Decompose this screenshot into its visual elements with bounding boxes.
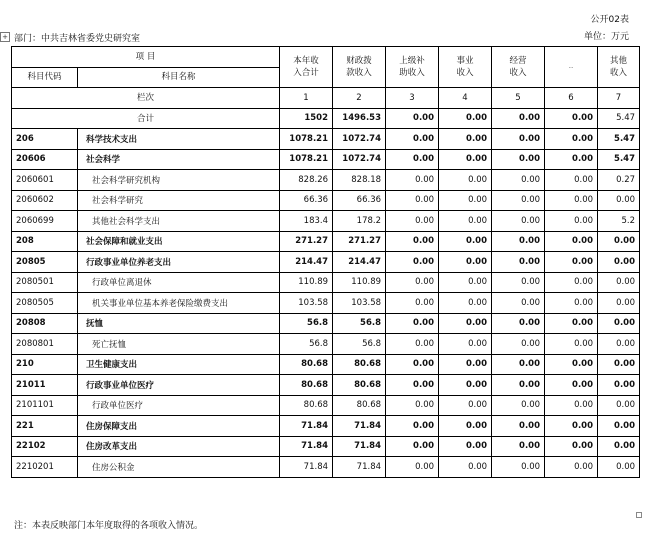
amount-cell: 0.00 [439, 149, 492, 170]
amount-cell: 56.8 [280, 313, 333, 334]
form-number: 公开02表 [590, 15, 629, 25]
amount-cell: 0.00 [492, 149, 545, 170]
amount-cell: 828.26 [280, 170, 333, 191]
amount-cell: 5.47 [598, 149, 640, 170]
amount-cell: 0.00 [439, 252, 492, 273]
header-item: 项 目 [12, 47, 280, 68]
amount-cell: 0.00 [492, 108, 545, 129]
amount-cell: 110.89 [280, 272, 333, 293]
amount-cell: 0.00 [386, 129, 439, 150]
subject-code: 20606 [12, 149, 78, 170]
subject-name: 社会科学研究机构 [78, 170, 280, 191]
amount-cell: 0.27 [598, 170, 640, 191]
amount-cell: 0.00 [386, 190, 439, 211]
amount-cell: 103.58 [333, 293, 386, 314]
amount-cell: 1072.74 [333, 129, 386, 150]
amount-cell: 5.2 [598, 211, 640, 232]
amount-cell: 0.00 [545, 272, 598, 293]
header-col-5: 经营 收入 [492, 47, 545, 88]
amount-cell: 0.00 [492, 252, 545, 273]
amount-cell: 0.00 [492, 293, 545, 314]
subject-name: 行政单位离退休 [78, 272, 280, 293]
amount-cell: 0.00 [492, 231, 545, 252]
amount-cell: 0.00 [439, 190, 492, 211]
subject-code: 2080505 [12, 293, 78, 314]
amount-cell: 828.18 [333, 170, 386, 191]
amount-cell: 80.68 [333, 375, 386, 396]
amount-cell: 0.00 [545, 375, 598, 396]
amount-cell: 0.00 [492, 334, 545, 355]
table-move-handle-icon[interactable]: + [0, 32, 10, 42]
amount-cell: 271.27 [333, 231, 386, 252]
amount-cell: 0.00 [545, 211, 598, 232]
amount-cell: 183.4 [280, 211, 333, 232]
subject-name: 住房公积金 [78, 457, 280, 478]
column-index-num: 6 [545, 88, 598, 109]
amount-cell: 0.00 [598, 334, 640, 355]
amount-cell: 71.84 [280, 457, 333, 478]
amount-cell: 0.00 [492, 129, 545, 150]
table-row [12, 334, 640, 355]
amount-cell: 1502 [280, 108, 333, 129]
amount-cell: 0.00 [439, 272, 492, 293]
header-row-top [12, 47, 640, 68]
header-col-3: 上级补 助收入 [386, 47, 439, 88]
table-row [12, 170, 640, 191]
subject-name: 社会科学 [78, 149, 280, 170]
amount-cell: 0.00 [386, 354, 439, 375]
amount-cell: 0.00 [386, 211, 439, 232]
subject-code: 208 [12, 231, 78, 252]
column-index-num: 7 [598, 88, 640, 109]
table-resize-handle[interactable] [636, 512, 642, 518]
subject-code: 21011 [12, 375, 78, 396]
amount-cell: 0.00 [598, 375, 640, 396]
amount-cell: 0.00 [439, 416, 492, 437]
column-index-row [12, 88, 640, 109]
amount-cell: 0.00 [492, 354, 545, 375]
amount-cell: 214.47 [333, 252, 386, 273]
amount-cell: 5.47 [598, 108, 640, 129]
amount-cell: 0.00 [545, 436, 598, 457]
amount-cell: 0.00 [545, 190, 598, 211]
subject-code: 206 [12, 129, 78, 150]
header-name: 科目名称 [78, 67, 280, 88]
amount-cell: 80.68 [280, 375, 333, 396]
amount-cell: 0.00 [598, 395, 640, 416]
column-index-num: 2 [333, 88, 386, 109]
amount-cell: 0.00 [386, 149, 439, 170]
amount-cell: 56.8 [333, 313, 386, 334]
amount-cell: 80.68 [333, 354, 386, 375]
amount-cell: 178.2 [333, 211, 386, 232]
subject-code: 221 [12, 416, 78, 437]
amount-cell: 110.89 [333, 272, 386, 293]
amount-cell: 0.00 [439, 170, 492, 191]
subject-name: 死亡抚恤 [78, 334, 280, 355]
amount-cell: 0.00 [386, 108, 439, 129]
amount-cell: 0.00 [598, 252, 640, 273]
amount-cell: 0.00 [492, 272, 545, 293]
subject-name: 住房保障支出 [78, 416, 280, 437]
amount-cell: 0.00 [492, 457, 545, 478]
amount-cell: 0.00 [545, 129, 598, 150]
amount-cell: 0.00 [545, 293, 598, 314]
header-col-6: … [545, 47, 598, 88]
income-budget-table [11, 46, 640, 478]
table-row [12, 457, 640, 478]
amount-cell: 0.00 [492, 395, 545, 416]
amount-cell: 0.00 [598, 272, 640, 293]
amount-cell: 80.68 [280, 354, 333, 375]
amount-cell: 0.00 [545, 231, 598, 252]
amount-cell: 0.00 [598, 313, 640, 334]
table-row [12, 211, 640, 232]
subject-name: 抚恤 [78, 313, 280, 334]
table-row [12, 108, 640, 129]
subject-code: 210 [12, 354, 78, 375]
subject-name: 机关事业单位基本养老保险缴费支出 [78, 293, 280, 314]
amount-cell: 0.00 [598, 436, 640, 457]
amount-cell: 0.00 [545, 170, 598, 191]
amount-cell: 71.84 [280, 436, 333, 457]
subject-name: 科学技术支出 [78, 129, 280, 150]
subject-name: 行政事业单位医疗 [78, 375, 280, 396]
subject-name: 行政事业单位养老支出 [78, 252, 280, 273]
amount-cell: 0.00 [386, 457, 439, 478]
amount-cell: 0.00 [439, 129, 492, 150]
amount-cell: 0.00 [386, 170, 439, 191]
department-label: 部门：中共吉林省委党史研究室 [14, 34, 141, 44]
table-row [12, 129, 640, 150]
table-row [12, 252, 640, 273]
amount-cell: 0.00 [598, 231, 640, 252]
amount-cell: 0.00 [386, 395, 439, 416]
amount-cell: 0.00 [439, 313, 492, 334]
amount-cell: 1496.53 [333, 108, 386, 129]
subject-code: 2060602 [12, 190, 78, 211]
header-col-7: 其他 收入 [598, 47, 640, 88]
table-note: 注：本表反映部门本年度取得的各项收入情况。 [14, 521, 204, 531]
column-index-num: 1 [280, 88, 333, 109]
amount-cell: 0.00 [439, 211, 492, 232]
amount-cell: 71.84 [333, 436, 386, 457]
subject-code: 2210201 [12, 457, 78, 478]
amount-cell: 0.00 [545, 395, 598, 416]
amount-cell: 0.00 [545, 252, 598, 273]
amount-cell: 66.36 [333, 190, 386, 211]
amount-cell: 0.00 [598, 457, 640, 478]
header-col-2: 财政拨 款收入 [333, 47, 386, 88]
subject-code: 20805 [12, 252, 78, 273]
total-label: 合计 [12, 108, 280, 129]
amount-cell: 1078.21 [280, 149, 333, 170]
amount-cell: 0.00 [439, 108, 492, 129]
amount-cell: 0.00 [439, 354, 492, 375]
table-row [12, 354, 640, 375]
subject-name: 社会科学研究 [78, 190, 280, 211]
amount-cell: 0.00 [386, 334, 439, 355]
amount-cell: 0.00 [598, 354, 640, 375]
amount-cell: 0.00 [492, 313, 545, 334]
header-col-1: 本年收 入合计 [280, 47, 333, 88]
column-index-num: 3 [386, 88, 439, 109]
subject-code: 2060699 [12, 211, 78, 232]
amount-cell: 1078.21 [280, 129, 333, 150]
amount-cell: 0.00 [492, 436, 545, 457]
amount-cell: 71.84 [280, 416, 333, 437]
subject-name: 住房改革支出 [78, 436, 280, 457]
table-row [12, 231, 640, 252]
amount-cell: 0.00 [492, 211, 545, 232]
amount-cell: 271.27 [280, 231, 333, 252]
amount-cell: 80.68 [280, 395, 333, 416]
subject-code: 2080801 [12, 334, 78, 355]
amount-cell: 0.00 [492, 170, 545, 191]
amount-cell: 80.68 [333, 395, 386, 416]
amount-cell: 0.00 [545, 334, 598, 355]
subject-code: 2101101 [12, 395, 78, 416]
subject-name: 行政单位医疗 [78, 395, 280, 416]
amount-cell: 56.8 [280, 334, 333, 355]
header-col-4: 事业 收入 [439, 47, 492, 88]
amount-cell: 5.47 [598, 129, 640, 150]
table-row [12, 272, 640, 293]
subject-code: 2080501 [12, 272, 78, 293]
amount-cell: 71.84 [333, 416, 386, 437]
amount-cell: 0.00 [439, 436, 492, 457]
amount-cell: 0.00 [439, 231, 492, 252]
amount-cell: 103.58 [280, 293, 333, 314]
amount-cell: 0.00 [439, 334, 492, 355]
unit-label: 单位：万元 [583, 32, 629, 42]
amount-cell: 0.00 [598, 293, 640, 314]
amount-cell: 0.00 [386, 252, 439, 273]
amount-cell: 0.00 [386, 416, 439, 437]
amount-cell: 0.00 [439, 375, 492, 396]
amount-cell: 0.00 [545, 416, 598, 437]
subject-code: 20808 [12, 313, 78, 334]
table-row [12, 416, 640, 437]
amount-cell: 0.00 [439, 293, 492, 314]
amount-cell: 0.00 [492, 375, 545, 396]
table-row [12, 395, 640, 416]
table-row [12, 313, 640, 334]
amount-cell: 0.00 [492, 416, 545, 437]
subject-name: 社会保障和就业支出 [78, 231, 280, 252]
table-row [12, 436, 640, 457]
amount-cell: 1072.74 [333, 149, 386, 170]
table-row [12, 190, 640, 211]
amount-cell: 0.00 [492, 190, 545, 211]
amount-cell: 214.47 [280, 252, 333, 273]
subject-name: 其他社会科学支出 [78, 211, 280, 232]
amount-cell: 0.00 [386, 272, 439, 293]
amount-cell: 0.00 [598, 416, 640, 437]
amount-cell: 0.00 [545, 108, 598, 129]
amount-cell: 0.00 [598, 190, 640, 211]
header-code: 科目代码 [12, 67, 78, 88]
amount-cell: 0.00 [545, 457, 598, 478]
amount-cell: 0.00 [545, 149, 598, 170]
subject-code: 2060601 [12, 170, 78, 191]
amount-cell: 0.00 [386, 375, 439, 396]
column-index-num: 5 [492, 88, 545, 109]
amount-cell: 0.00 [386, 436, 439, 457]
amount-cell: 0.00 [545, 354, 598, 375]
column-index-label: 栏次 [12, 88, 280, 109]
subject-name: 卫生健康支出 [78, 354, 280, 375]
amount-cell: 0.00 [545, 313, 598, 334]
amount-cell: 0.00 [386, 231, 439, 252]
amount-cell: 0.00 [439, 395, 492, 416]
table-row [12, 375, 640, 396]
column-index-num: 4 [439, 88, 492, 109]
amount-cell: 0.00 [386, 293, 439, 314]
amount-cell: 0.00 [439, 457, 492, 478]
table-row [12, 293, 640, 314]
table-row [12, 149, 640, 170]
subject-code: 22102 [12, 436, 78, 457]
amount-cell: 0.00 [386, 313, 439, 334]
amount-cell: 56.8 [333, 334, 386, 355]
amount-cell: 71.84 [333, 457, 386, 478]
amount-cell: 66.36 [280, 190, 333, 211]
